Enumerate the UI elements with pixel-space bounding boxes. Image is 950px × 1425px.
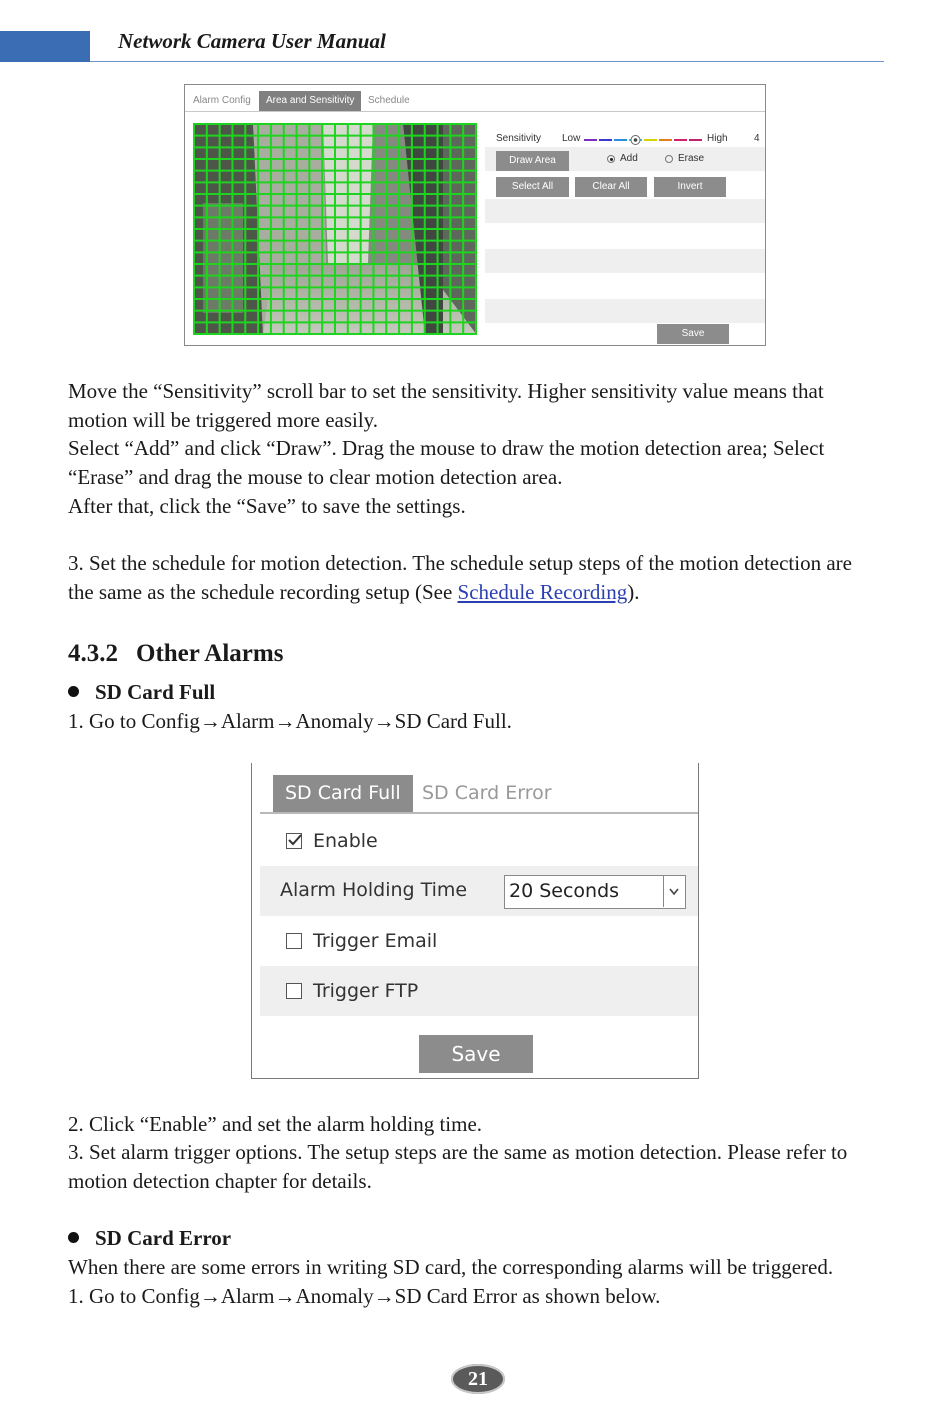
paragraph-line: “Erase” and drag the mouse to clear motion detection area. bbox=[68, 465, 563, 489]
bullet-text: SD Card Full bbox=[95, 680, 216, 704]
add-label: Add bbox=[620, 153, 638, 164]
paragraph-line: 1. Go to Config→Alarm→Anomaly→SD Card Full. bbox=[68, 709, 512, 733]
trigger-email-row bbox=[260, 916, 698, 966]
erase-label: Erase bbox=[678, 153, 705, 164]
empty-row bbox=[485, 299, 765, 323]
motion-area-screenshot bbox=[184, 84, 766, 346]
bullet-heading bbox=[68, 1226, 231, 1251]
enable-row bbox=[260, 816, 698, 866]
camera-preview[interactable] bbox=[193, 123, 477, 335]
text-span: ). bbox=[627, 580, 640, 604]
paragraph-line: Select “Add” and click “Draw”. Drag the mouse to draw the motion detection area; Select bbox=[68, 436, 825, 460]
tab-schedule[interactable]: Schedule bbox=[368, 95, 410, 106]
bullet-icon bbox=[68, 686, 79, 697]
empty-row bbox=[485, 199, 765, 223]
slider-segment bbox=[599, 139, 612, 141]
sensitivity-slider-track bbox=[583, 134, 703, 146]
s2-tab-bar bbox=[260, 775, 698, 814]
paragraph-line: 1. Go to Config→Alarm→Anomaly→SD Card Error as shown below. bbox=[68, 1284, 661, 1308]
tab-alarm-config[interactable]: Alarm Config bbox=[193, 95, 251, 106]
paragraph-line: 3. Set the schedule for motion detection. The schedule setup steps of the motion detection are bbox=[68, 551, 852, 575]
holding-time-label: Alarm Holding Time bbox=[280, 879, 468, 901]
bullet-text: SD Card Error bbox=[95, 1226, 232, 1250]
sensitivity-high-label: High bbox=[707, 133, 728, 144]
paragraph-line: motion will be triggered more easily. bbox=[68, 408, 379, 432]
paragraph-line bbox=[68, 578, 639, 607]
paragraph-line: 3. Set alarm trigger options. The setup steps are the same as motion detection. Please refer to bbox=[68, 1140, 848, 1164]
slider-segment bbox=[614, 139, 627, 141]
bullet-icon bbox=[68, 1232, 79, 1243]
section-heading bbox=[68, 640, 283, 668]
slider-segment bbox=[659, 139, 672, 141]
holding-time-select[interactable] bbox=[504, 875, 686, 909]
sensitivity-low-label: Low bbox=[562, 133, 581, 144]
slider-segment bbox=[644, 139, 657, 141]
enable-checkbox[interactable] bbox=[286, 833, 302, 849]
sensitivity-label: Sensitivity bbox=[496, 133, 542, 144]
s1-tab-bar bbox=[185, 91, 765, 112]
s2-save-button[interactable]: Save bbox=[419, 1035, 533, 1073]
holding-time-value: 20 Seconds bbox=[509, 880, 620, 902]
tab-sd-card-error[interactable]: SD Card Error bbox=[422, 782, 552, 804]
section-number: 4.3.2 bbox=[68, 640, 118, 667]
slider-segment bbox=[689, 139, 702, 141]
invert-button[interactable]: Invert bbox=[654, 177, 726, 197]
section-title: Other Alarms bbox=[136, 640, 284, 667]
checkmark-icon bbox=[286, 831, 304, 849]
page-number: 21 bbox=[451, 1364, 505, 1394]
trigger-ftp-checkbox[interactable] bbox=[286, 983, 302, 999]
s1-save-button[interactable]: Save bbox=[657, 324, 729, 344]
tab-sd-card-full[interactable]: SD Card Full bbox=[273, 775, 413, 812]
sensitivity-value: 4 bbox=[754, 133, 760, 144]
slider-segment bbox=[584, 139, 597, 141]
bullet-heading bbox=[68, 680, 215, 705]
clear-all-button[interactable]: Clear All bbox=[575, 177, 647, 197]
select-all-button[interactable]: Select All bbox=[496, 177, 569, 197]
empty-row bbox=[485, 249, 765, 273]
sd-card-full-screenshot bbox=[251, 763, 699, 1079]
chevron-down-icon[interactable] bbox=[663, 876, 685, 907]
motion-grid bbox=[193, 123, 477, 335]
tab-area-and-sensitivity[interactable]: Area and Sensitivity bbox=[259, 91, 361, 111]
slider-segment bbox=[674, 139, 687, 141]
paragraph-line: Move the “Sensitivity” scroll bar to set the sensitivity. Higher sensitivity value means that bbox=[68, 379, 824, 403]
header-rule bbox=[90, 61, 884, 62]
enable-label: Enable bbox=[313, 830, 378, 852]
draw-area-button[interactable]: Draw Area bbox=[496, 151, 569, 171]
paragraph-line: motion detection chapter for details. bbox=[68, 1169, 372, 1193]
holding-time-row bbox=[260, 866, 698, 916]
paragraph-line: 2. Click “Enable” and set the alarm holding time. bbox=[68, 1112, 483, 1136]
text-span: the same as the schedule recording setup (See bbox=[68, 580, 458, 604]
paragraph-line: After that, click the “Save” to save the settings. bbox=[68, 494, 466, 518]
erase-radio[interactable] bbox=[665, 155, 673, 163]
trigger-ftp-label: Trigger FTP bbox=[313, 980, 419, 1002]
header-color-block bbox=[0, 31, 90, 62]
trigger-email-label: Trigger Email bbox=[313, 930, 438, 952]
trigger-ftp-row bbox=[260, 966, 698, 1016]
add-radio[interactable] bbox=[607, 155, 615, 163]
header-title: Network Camera User Manual bbox=[118, 29, 386, 53]
sensitivity-slider[interactable] bbox=[583, 133, 703, 145]
schedule-recording-link[interactable]: Schedule Recording bbox=[457, 580, 628, 604]
slider-knob-dot bbox=[634, 138, 638, 142]
trigger-email-checkbox[interactable] bbox=[286, 933, 302, 949]
paragraph-line: When there are some errors in writing SD card, the corresponding alarms will be triggered. bbox=[68, 1255, 834, 1279]
